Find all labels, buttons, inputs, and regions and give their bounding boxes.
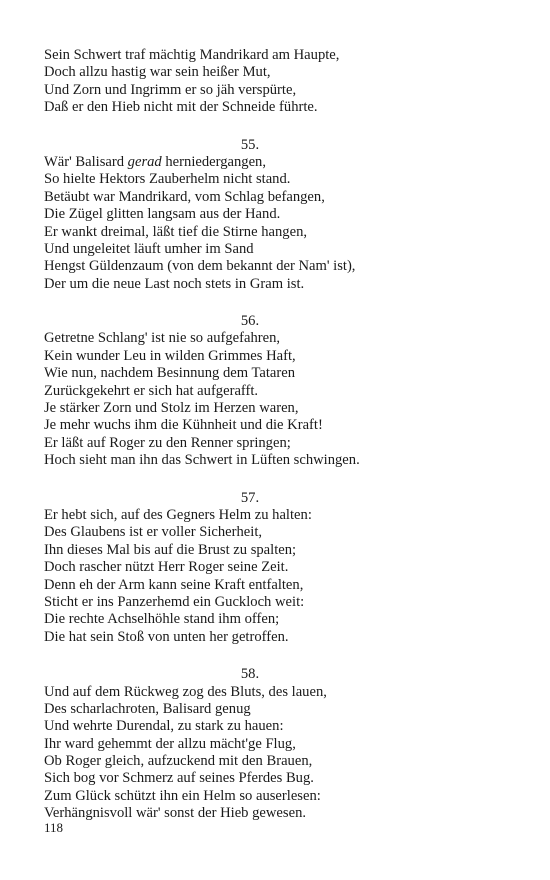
- poem-page: [44, 47, 514, 823]
- verse-line: Ihn dieses Mal bis auf die Brust zu spalten;: [44, 541, 297, 558]
- verse-line: Zurückgekehrt er sich hat aufgerafft.: [44, 382, 259, 399]
- verse-line: Er läßt auf Roger zu den Renner springen;: [44, 434, 291, 451]
- verse-line: Die hat sein Stoß von unten her getroffen.: [44, 628, 289, 645]
- verse-line: Sticht er ins Panzerhemd ein Guckloch weit:: [44, 593, 305, 610]
- stanza: [44, 490, 514, 647]
- verse-line: Kein wunder Leu in wilden Grimmes Haft,: [44, 347, 296, 364]
- stanza-number: 55.: [240, 136, 260, 153]
- verse-line: Hoch sieht man ihn das Schwert in Lüften schwingen.: [44, 452, 360, 469]
- stanza: [44, 313, 514, 470]
- verse-line: Verhängnisvoll wär' sonst der Hieb gewesen.: [44, 805, 307, 822]
- verse-line: Hengst Güldenzaum (von dem bekannt der Nam' ist),: [44, 258, 356, 275]
- stanza: [44, 137, 514, 294]
- verse-line: Des scharlachroten, Balisard genug: [44, 700, 251, 717]
- verse-line: Getretne Schlang' ist nie so aufgefahren,: [44, 330, 281, 347]
- verse-line: Wär' Balisard gerad herniedergangen,: [44, 153, 267, 170]
- stanza-number: 56.: [240, 313, 260, 330]
- verse-line: Je mehr wuchs ihm die Kühnheit und die Kraft!: [44, 417, 323, 434]
- verse-line: Ihr ward gehemmt der allzu mächt'ge Flug,: [44, 735, 296, 752]
- verse-line: Er hebt sich, auf des Gegners Helm zu halten:: [44, 506, 312, 523]
- stanza-number: 58.: [240, 666, 260, 683]
- stanza-gap: [44, 293, 514, 313]
- page-number: 118: [44, 820, 64, 835]
- verse-line: Und auf dem Rückweg zog des Bluts, des lauen,: [44, 683, 327, 700]
- verse-line: Und ungeleitet läuft umher im Sand: [44, 240, 254, 257]
- stanza: [44, 666, 514, 823]
- verse-line: Ob Roger gleich, aufzuckend mit den Brauen,: [44, 753, 313, 770]
- stanza-gap: [44, 646, 514, 666]
- verse-line: Daß er den Hieb nicht mit der Schneide führte.: [44, 99, 318, 116]
- stanza-gap: [44, 117, 514, 137]
- verse-line: Sich bog vor Schmerz auf seines Pferdes Bug.: [44, 770, 314, 787]
- emphasis-text: gerad: [127, 153, 162, 170]
- verse-line: Denn eh der Arm kann seine Kraft entfalten,: [44, 576, 304, 593]
- verse-line: Betäubt war Mandrikard, vom Schlag befangen,: [44, 188, 325, 205]
- verse-line: Die Zügel glitten langsam aus der Hand.: [44, 206, 281, 223]
- stanza-gap: [44, 470, 514, 490]
- verse-line: Der um die neue Last noch stets in Gram ist.: [44, 275, 305, 292]
- verse-line: Doch rascher nützt Herr Roger seine Zeit.: [44, 559, 289, 576]
- verse-line: Wie nun, nachdem Besinnung dem Tataren: [44, 365, 296, 382]
- stanza: [44, 47, 514, 117]
- verse-line: Sein Schwert traf mächtig Mandrikard am Haupte,: [44, 47, 340, 63]
- verse-line: Er wankt dreimal, läßt tief die Stirne hangen,: [44, 223, 308, 240]
- verse-line: Und Zorn und Ingrimm er so jäh verspürte,: [44, 81, 297, 98]
- verse-line: Die rechte Achselhöhle stand ihm offen;: [44, 611, 280, 628]
- verse-line: Je stärker Zorn und Stolz im Herzen waren,: [44, 400, 299, 417]
- verse-line: Des Glaubens ist er voller Sicherheit,: [44, 524, 263, 541]
- stanza-number: 57.: [240, 489, 260, 506]
- verse-line: Doch allzu hastig war sein heißer Mut,: [44, 64, 271, 81]
- verse-line: Und wehrte Durendal, zu stark zu hauen:: [44, 718, 284, 735]
- verse-line: Zum Glück schützt ihn ein Helm so auserlesen:: [44, 787, 321, 804]
- verse-line: So hielte Hektors Zauberhelm nicht stand.: [44, 171, 291, 188]
